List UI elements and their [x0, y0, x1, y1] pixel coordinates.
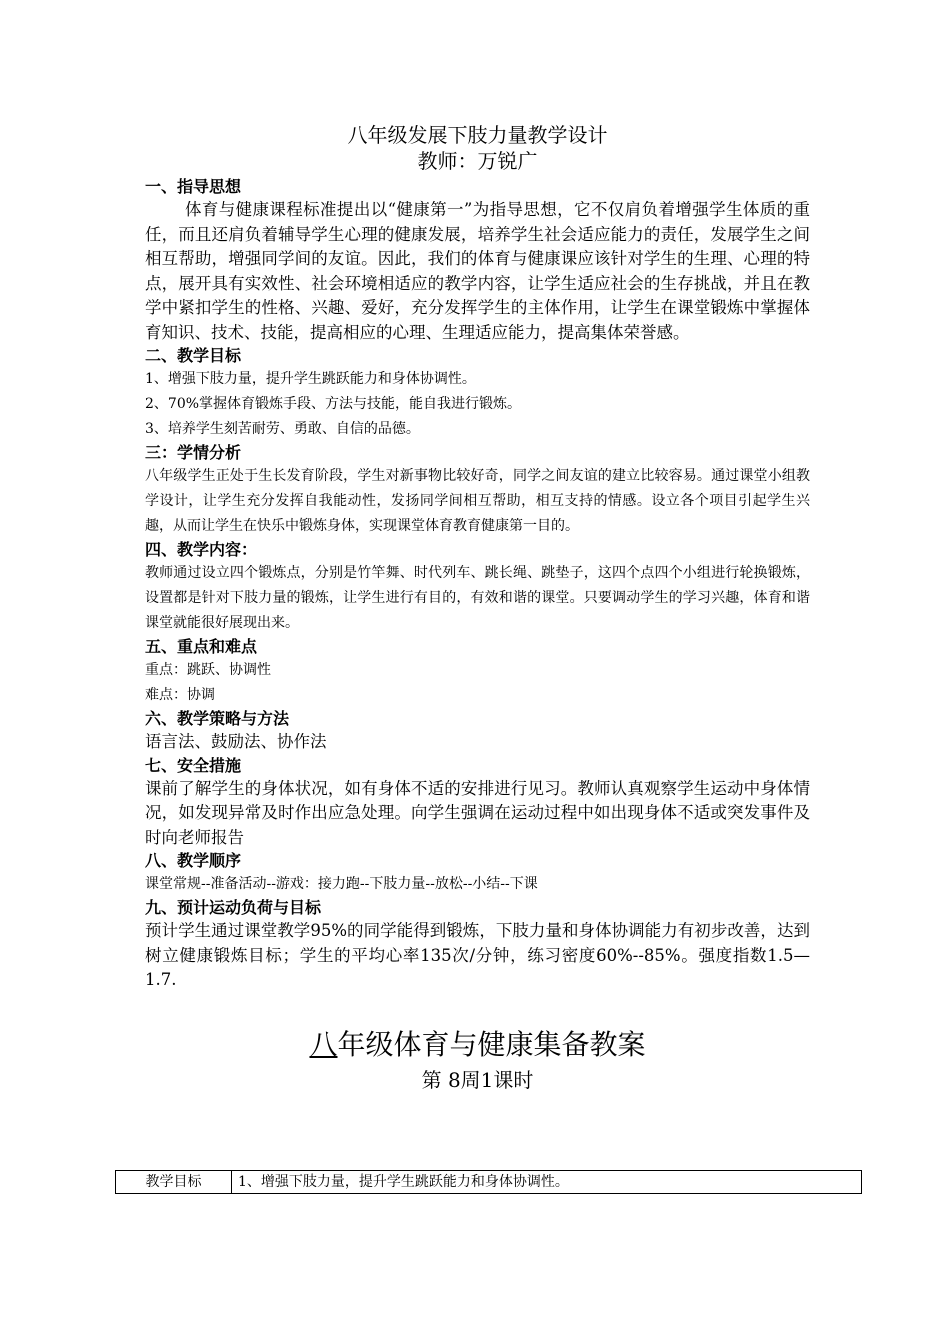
section-body-safety: 课前了解学生的身体状况，如有身体不适的安排进行见习。教师认真观察学生运动中身体情况，如发现异常及时作出应急处理。向学生强调在运动过程中如出现身体不适或突发事件及时向老师报告: [145, 778, 810, 847]
document-author: 教师：万锐广: [417, 149, 538, 173]
section-body-exercise-load: 预计学生通过课堂教学95%的同学能得到锻炼，下肢力量和身体协调能力有初步改善，达到树立健康锻炼目标；学生的平均心率135次/分钟，练习密度60%--85%。强度指数1.5—1.7.: [145, 921, 810, 989]
table-cell-value: 1、增强下肢力量，提升学生跳跃能力和身体协调性。: [232, 1171, 862, 1194]
lesson-plan-title: [145, 1027, 810, 1063]
lesson-plan-week: 第 8周1课时: [421, 1067, 534, 1092]
lesson-plan-title-grade: 八: [309, 1027, 338, 1061]
section-body-teaching-content: 教师通过设立四个锻炼点，分别是竹竿舞、时代列车、跳长绳、跳垫子，这四个点四个小组进行轮换锻炼，设置都是针对下肢力量的锻炼，让学生进行有目的，有效和谐的课堂。只要调动学生的学习兴趣，体育和谐课堂就能很好展现出来。: [145, 565, 810, 631]
section-heading-guiding-thought: 一、指导思想: [145, 177, 242, 196]
section-heading-exercise-load: 九、预计运动负荷与目标: [145, 898, 322, 917]
section-heading-safety: 七、安全措施: [145, 755, 242, 775]
section-body-guiding-thought: 体育与健康课程标准提出以“健康第一”为指导思想，它不仅肩负着增强学生体质的重任，而且还肩负着辅导学生心理的健康发展，培养学生社会适应能力的责任，发展学生之间相互帮助，增强同学间的友谊。因此，我们的体育与健康课应该针对学生的生理、心理的特点，展开具有实效性、社会环境相适应的教学内容，让学生适应社会的生存挑战，并且在教学中紧扣学生的性格、兴趣、爱好，充分发挥学生的主体作用，让学生在课堂锻炼中掌握体育知识、技术、技能，提高相应的心理、生理适应能力，提高集体荣誉感。: [145, 200, 810, 342]
document-content: [145, 122, 810, 1093]
section-heading-teaching-content: 四、教学内容：: [145, 540, 258, 559]
document-title: 八年级发展下肢力量教学设计: [347, 123, 608, 147]
section-heading-student-analysis: 三：学情分析: [145, 443, 242, 462]
difficulty-item: 难点：协调: [145, 687, 215, 703]
goal-item: 2、70%掌握体育锻炼手段、方法与技能，能自我进行锻炼。: [145, 396, 522, 412]
section-heading-strategies: 六、教学策略与方法: [145, 709, 290, 728]
goal-item: 3、培养学生刻苦耐劳、勇敢、自信的品德。: [145, 421, 420, 437]
table-cell-label: 教学目标: [116, 1171, 232, 1194]
section-heading-key-points: 五、重点和难点: [145, 637, 258, 656]
section-heading-teaching-goals: 二、教学目标: [145, 346, 242, 365]
lesson-plan-table: [115, 1170, 862, 1194]
section-body-strategies: 语言法、鼓励法、协作法: [145, 732, 327, 751]
table-row: [116, 1171, 862, 1194]
goal-item: 1、增强下肢力量，提升学生跳跃能力和身体协调性。: [145, 371, 476, 387]
section-body-sequence: 课堂常规--准备活动--游戏：接力跑--下肢力量--放松--小结--下课: [145, 876, 538, 892]
section-heading-sequence: 八、教学顺序: [145, 851, 242, 870]
key-point-item: 重点：跳跃、协调性: [145, 662, 271, 678]
lesson-plan-title-rest: 年级体育与健康集备教案: [337, 1027, 646, 1061]
section-body-student-analysis: 八年级学生正处于生长发育阶段，学生对新事物比较好奇，同学之间友谊的建立比较容易。通过课堂小组教学设计，让学生充分发挥自我能动性，发扬同学间相互帮助，相互支持的情感。设立各个项目引起学生兴趣，从而让学生在快乐中锻炼身体，实现课堂体育教育健康第一目的。: [145, 468, 810, 534]
